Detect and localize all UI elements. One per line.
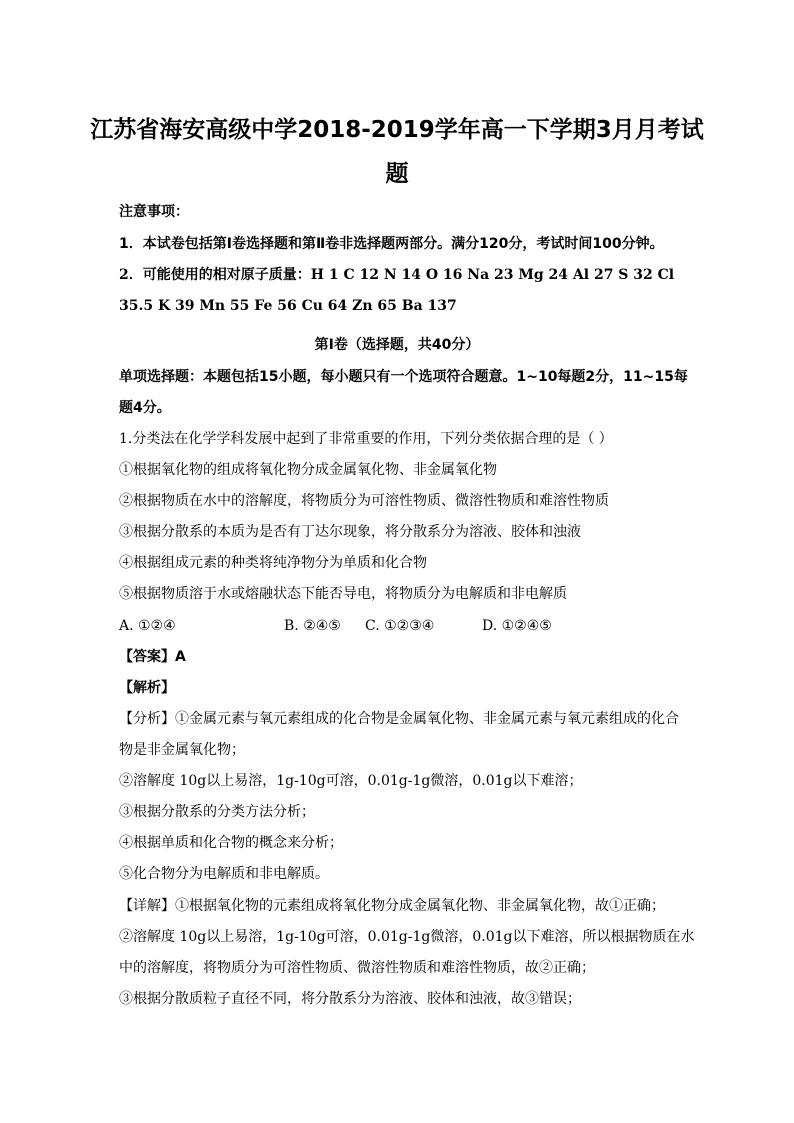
question-1-item-4: ④根据组成元素的种类将纯净物分为单质和化合物 <box>119 555 427 571</box>
analysis-line-5: ④根据单质和化合物的概念来分析； <box>119 835 343 851</box>
option-a: A. ①②④ <box>119 618 176 634</box>
analysis-line-2: 物是非金属氧化物； <box>119 742 245 758</box>
document-title <box>90 108 704 196</box>
detail-line-3: 中的溶解度，将物质分为可溶性物质、微溶性物质和难溶性物质，故②正确； <box>119 960 595 976</box>
title-line-2: 题 <box>385 161 409 187</box>
question-1-item-2: ②根据物质在水中的溶解度，将物质分为可溶性物质、微溶性物质和难溶性物质 <box>119 493 609 509</box>
detail-line-4: ③根据分散质粒子直径不同，将分散系分为溶液、胶体和浊液，故③错误； <box>119 991 581 1007</box>
instruction-line-2: 题4分。 <box>119 400 171 416</box>
detail-line-2: ②溶解度 10g以上易溶，1g-10g可溶，0.01g-1g微溶，0.01g以下难溶，所以根据物质在水 <box>119 929 695 945</box>
question-1-item-1: ①根据氧化物的组成将氧化物分成金属氧化物、非金属氧化物 <box>119 462 497 478</box>
section-heading: 第Ⅰ卷（选择题，共40分） <box>314 337 480 353</box>
option-c: C. ①②③④ <box>365 618 435 634</box>
answer: 【答案】A <box>119 649 186 665</box>
analysis-line-4: ③根据分散系的分类方法分析； <box>119 804 315 820</box>
note-1: 1．本试卷包括第Ⅰ卷选择题和第Ⅱ卷非选择题两部分。满分120分，考试时间100分钟。 <box>119 236 664 252</box>
analysis-line-1: 【分析】①金属元素与氧元素组成的化合物是金属氧化物、非金属元素与氧元素组成的化合 <box>119 711 679 727</box>
detail-line-1: 【详解】①根据氧化物的元素组成将氧化物分成金属氧化物、非金属氧化物，故①正确； <box>119 898 665 914</box>
option-d: D. ①②④⑤ <box>482 618 552 634</box>
analysis-line-6: ⑤化合物分为电解质和非电解质。 <box>119 866 329 882</box>
question-1-item-3: ③根据分散系的本质为是否有丁达尔现象，将分散系分为溶液、胶体和浊液 <box>119 524 581 540</box>
analysis-heading: 【解析】 <box>119 680 175 696</box>
note-2-line-1: 2．可能使用的相对原子质量：H 1 C 12 N 14 O 16 Na 23 Mg 24 Al 27 S 32 Cl <box>119 267 675 283</box>
option-b: B. ②④⑤ <box>284 618 341 634</box>
title-line-1: 江苏省海安高级中学2018-2019学年高一下学期3月月考试 <box>90 117 704 143</box>
question-1-stem: 1.分类法在化学学科发展中起到了非常重要的作用，下列分类依据合理的是（ ） <box>119 431 613 447</box>
analysis-line-3: ②溶解度 10g以上易溶，1g-10g可溶，0.01g-1g微溶，0.01g以下难溶； <box>119 773 583 789</box>
note-2-line-2: 35.5 K 39 Mn 55 Fe 56 Cu 64 Zn 65 Ba 137 <box>119 298 457 314</box>
question-1-item-5: ⑤根据物质溶于水或熔融状态下能否导电，将物质分为电解质和非电解质 <box>119 586 567 602</box>
instruction-line-1: 单项选择题：本题包括15小题，每小题只有一个选项符合题意。1~10每题2分，11~15每 <box>119 369 688 385</box>
notes-heading: 注意事项： <box>119 204 189 220</box>
